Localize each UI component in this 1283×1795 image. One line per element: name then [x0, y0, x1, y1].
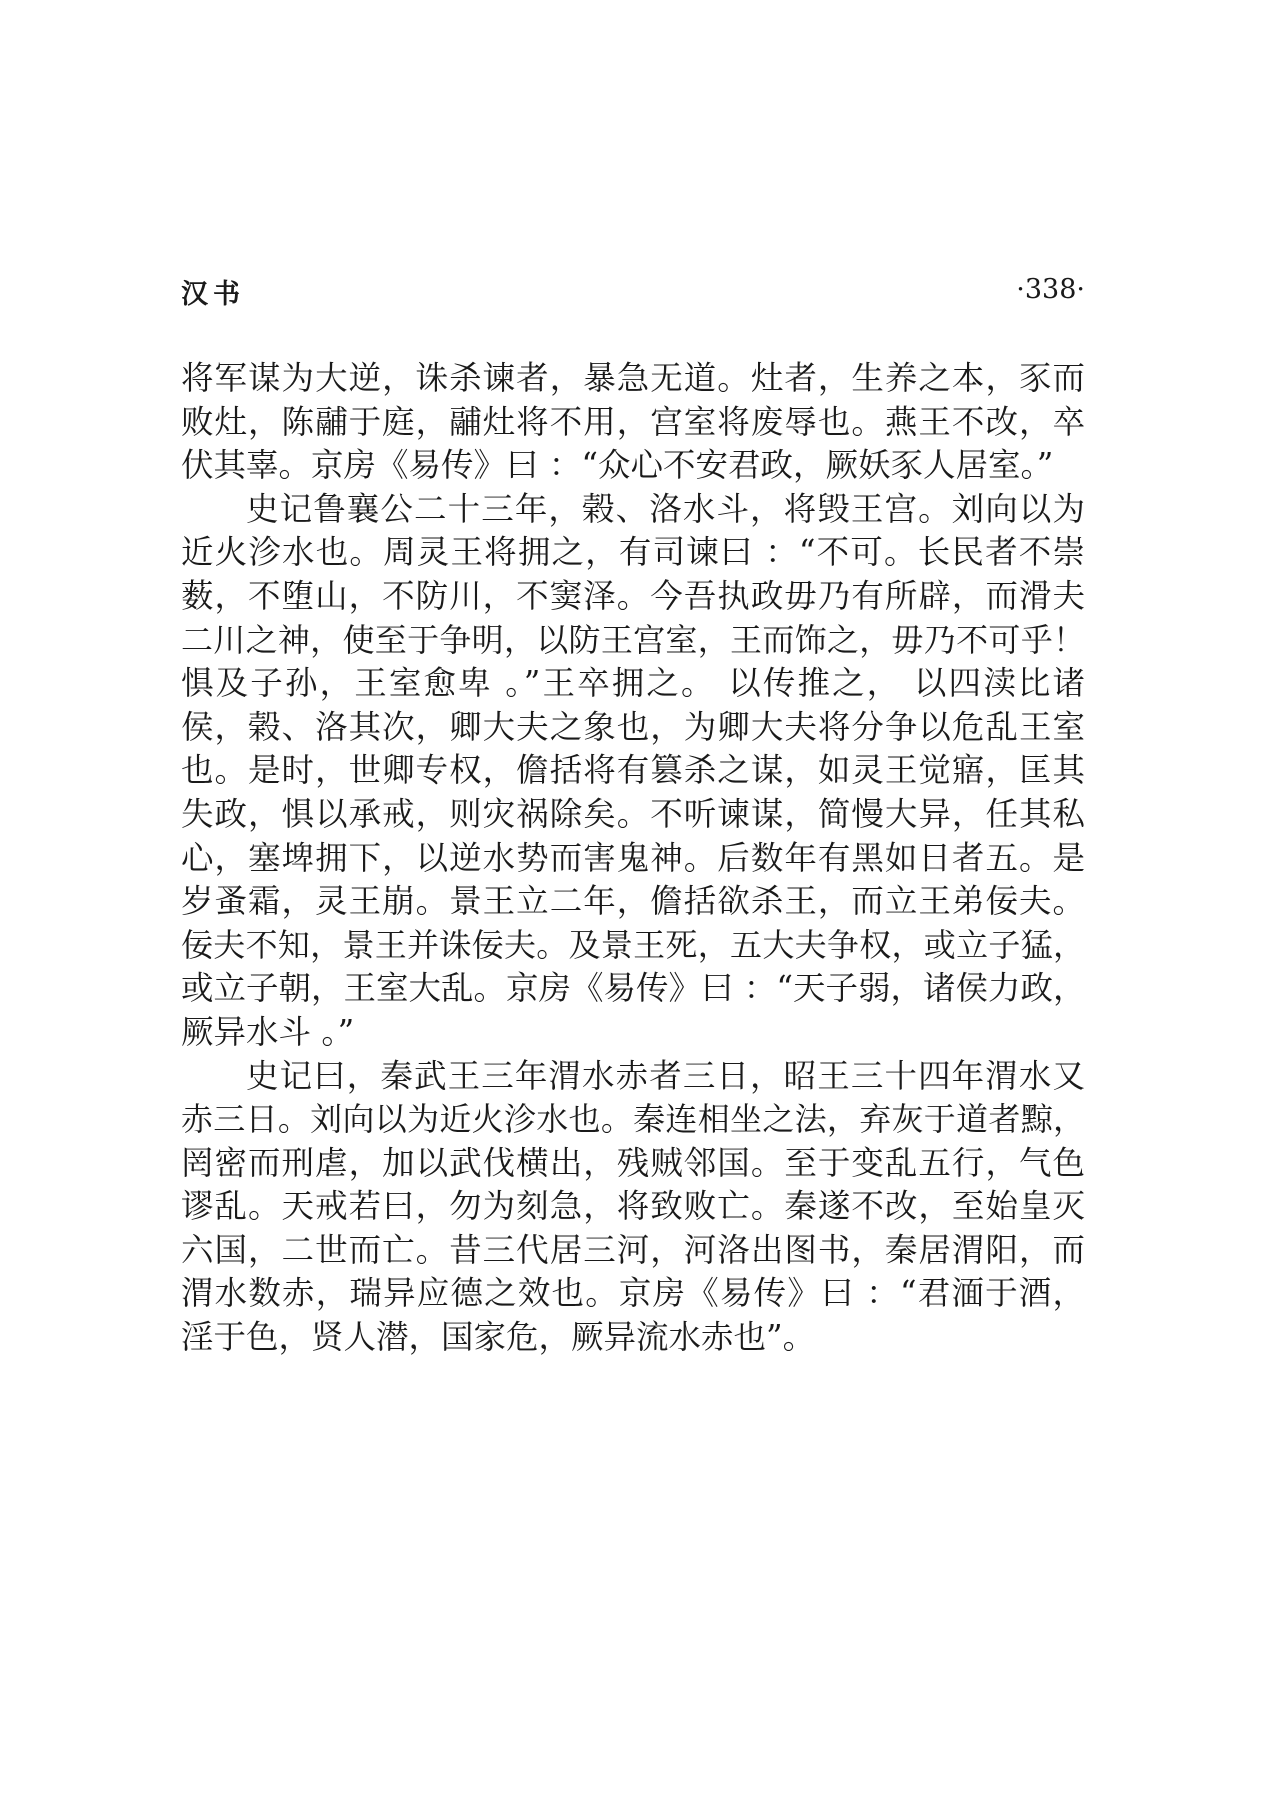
text-line: 或立子朝，王室大乱。京房《易传》曰 ：“天子弱，诸侯力政， — [181, 969, 1086, 1008]
page-number: ·338· — [1016, 274, 1085, 305]
text-line: 赤三日。刘向以为近火沴水也。秦连相坐之法，弃灰于道者黥， — [181, 1100, 1085, 1139]
text-line: 淫于色，贤人潜，国家危，厥异流水赤也”。 — [181, 1318, 816, 1357]
text-line: 近火沴水也。周灵王将拥之，有司谏曰 ：“不可。长民者不崇 — [181, 533, 1085, 572]
text-line: 渭水数赤，瑞异应德之效也。京房《易传》曰 ：“君湎于酒， — [181, 1274, 1085, 1313]
body-text — [181, 357, 1085, 1360]
text-line: 侯，榖、洛其次，卿大夫之象也，为卿大夫将分争以危乱王室 — [181, 707, 1085, 746]
text-line: 六国，二世而亡。昔三代居三河，河洛出图书，秦居渭阳，而 — [181, 1230, 1085, 1269]
text-line: 罔密而刑虐，加以武伐横出，残贼邻国。至于变乱五行，气色 — [181, 1143, 1085, 1182]
text-line: 史记鲁襄公二十三年，榖、洛水斗，将毁王宫。刘向以为 — [246, 489, 1085, 528]
text-line: 佞夫不知，景王并诛佞夫。及景王死，五大夫争权，或立子猛， — [181, 925, 1085, 964]
text-line: 厥异水斗 。” — [181, 1012, 355, 1051]
text-line: 将军谋为大逆，诛杀谏者，暴急无道。灶者，生养之本，豕而 — [181, 359, 1085, 397]
text-line: 二川之神，使至于争明，以防王宫室，王而饰之，毋乃不可乎！ — [181, 620, 1085, 659]
text-line: 心，塞埤拥下，以逆水势而害鬼神。后数年有黑如日者五。是 — [181, 838, 1085, 877]
book-title: 汉书 — [181, 279, 245, 310]
text-line: 薮，不堕山，不防川，不窦泽。今吾执政毋乃有所辟，而滑夫 — [181, 576, 1085, 615]
running-header — [181, 272, 1085, 312]
text-line: 惧及子孙，王室愈卑 。”王卒拥之。 以传推之， 以四渎比诸 — [181, 664, 1085, 703]
text-line: 失政，惧以承戒，则灾祸除矣。不听谏谋，简慢大异，任其私 — [181, 794, 1085, 833]
text-line: 岁蚤霜，灵王崩。景王立二年，儋括欲杀王，而立王弟佞夫。 — [181, 882, 1085, 921]
text-line: 伏其辜。京房《易传》曰 ：“众心不安君政，厥妖豕人居室。” — [181, 446, 1054, 485]
text-line: 谬乱。天戒若曰，勿为刻急，将致败亡。秦遂不改，至始皇灭 — [181, 1187, 1085, 1226]
text-line: 史记曰，秦武王三年渭水赤者三日，昭王三十四年渭水又 — [246, 1056, 1085, 1095]
text-line: 也。是时，世卿专权，儋括将有篡杀之谋，如灵王觉寤，匡其 — [181, 751, 1085, 790]
text-line: 败灶，陈鬴于庭，鬴灶将不用，宫室将废辱也。燕王不改，卒 — [181, 402, 1085, 441]
